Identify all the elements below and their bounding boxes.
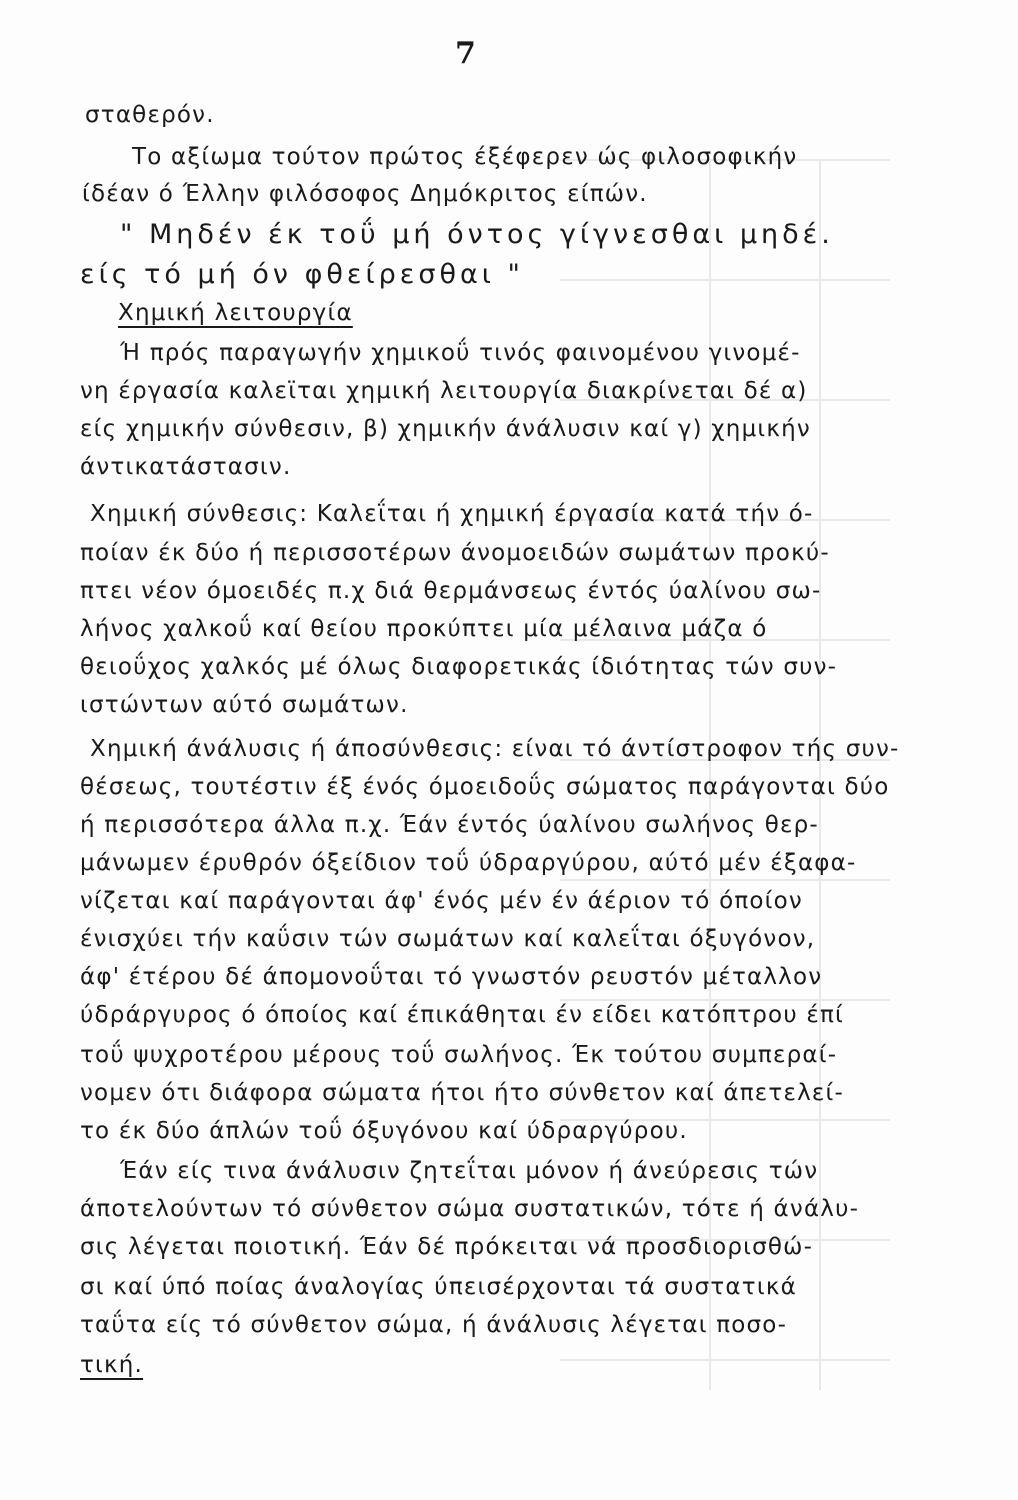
text-line: άποτελούντων τό σύνθετον σώμα συστατικών, τότε ή άνάλυ- <box>80 1196 860 1222</box>
text-line: ύδράργυρος ό όποίος καί έπικάθηται έν είδει κατόπτρου έπί <box>80 1002 845 1028</box>
text-line: Ή πρός παραγωγήν χημικοΰ τινός φαινομένου γινομέ- <box>120 340 801 366</box>
text-line: νη έργασία καλεϊται χημική λειτουργία διακρίνεται δέ α) <box>80 378 808 404</box>
text-line: Το αξίωμα τούτον πρώτος έξέφερεν ώς φιλοσοφικήν <box>132 144 798 170</box>
text-line: Έάν είς τινα άνάλυσιν ζητεΐται μόνον ή άνεύρεσις τών <box>120 1158 819 1184</box>
text-line: σις λέγεται ποιοτική. Έάν δέ πρόκειται νά προσδιορισθώ- <box>80 1234 814 1260</box>
text-line: ίδέαν ό Έλλην φιλόσοφος Δημόκριτος είπών. <box>82 181 648 207</box>
section-heading: Χημική λειτουργία <box>118 300 353 326</box>
text-line: σι καί ύπό ποίας άναλογίας ύπεισέρχονται τά συστατικά <box>80 1274 797 1300</box>
text-line: πτει νέον όμοειδές π.χ διά θερμάνσεως έντός ύαλίνου σω- <box>80 578 822 604</box>
text-line: τική. <box>80 1352 144 1378</box>
text-line: τοΰ ψυχροτέρου μέρους τοΰ σωλήνος. Έκ τούτου συμπεραί- <box>80 1042 838 1068</box>
text-line: Χημική σύνθεσις: Καλεΐται ή χημική έργασία κατά τήν ό- <box>90 501 814 527</box>
text-line: άφ' έτέρου δέ άπομονοΰται τό γνωστόν ρευστόν μέταλλον <box>80 964 823 990</box>
text-line: θέσεως, τουτέστιν έξ ένός όμοειδοΰς σώματος παράγονται δύο <box>80 774 890 800</box>
text-line: μάνωμεν έρυθρόν όξείδιον τοΰ ύδραργύρου, αύτό μέν έξαφα- <box>80 850 857 876</box>
text-line: ταΰτα είς τό σύνθετον σώμα, ή άνάλυσις λέγεται ποσο- <box>80 1312 788 1338</box>
quote-line: είς τό μή όν φθείρεσθαι " <box>80 259 524 290</box>
text-line: σταθερόν. <box>85 102 215 128</box>
text-line: ένισχύει τήν καΰσιν τών σωμάτων καί καλεΐται όξυγόνον, <box>80 926 816 952</box>
text-line: νομεν ότι διάφορα σώματα ήτοι ήτο σύνθετον καί άπετελεί- <box>80 1080 845 1106</box>
text-line: είς χημικήν σύνθεσιν, β) χημικήν άνάλυσιν καί γ) χημικήν <box>80 416 811 442</box>
text-line: άντικατάστασιν. <box>80 454 292 480</box>
text-line: ή περισσότερα άλλα π.χ. Έάν έντός ύαλίνου σωλήνος θερ- <box>80 812 819 838</box>
text-line: λήνος χαλκοΰ καί θείου προκύπτει μία μέλαινα μάζα ό <box>80 616 768 642</box>
text-line: ιστώντων αύτό σωμάτων. <box>80 692 409 718</box>
quote-line: " Μηδέν έκ τοΰ μή όντος γίγνεσθαι μηδέ. <box>120 219 834 250</box>
text-line: το έκ δύο άπλών τοΰ όξυγόνου καί ύδραργύρου. <box>80 1118 688 1144</box>
page-number: 7 <box>455 36 476 71</box>
text-line: Χημική άνάλυσις ή άποσύνθεσις: είναι τό άντίστροφον τής συν- <box>90 736 900 762</box>
text-line: νίζεται καί παράγονται άφ' ένός μέν έν άέριον τό όποίον <box>80 888 803 914</box>
text-line: θειοΰχος χαλκός μέ όλως διαφορετικάς ίδιότητας τών συν- <box>80 654 838 680</box>
text-line: ποίαν έκ δύο ή περισσοτέρων άνομοειδών σωμάτων προκύ- <box>80 540 830 566</box>
